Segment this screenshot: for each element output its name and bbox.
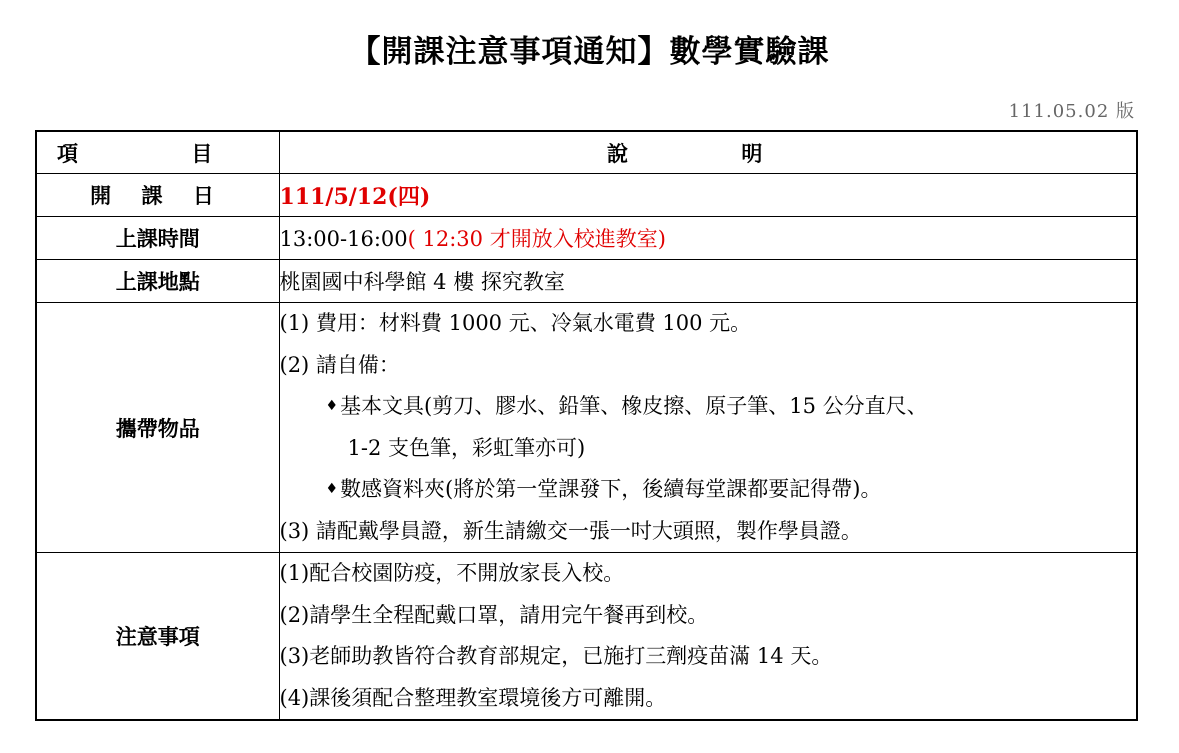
page-title: 【開課注意事項通知】數學實驗課 [349, 34, 830, 70]
list-item: (2) 請自備： [279, 352, 400, 377]
list-item: ♦基本文具(剪刀、膠水、鉛筆、橡皮擦、原子筆、15 公分直尺、 [325, 394, 928, 418]
row-value-time [279, 217, 1137, 260]
diamond-bullet-icon: ♦ [325, 481, 339, 497]
notice-table [35, 130, 1138, 721]
row-label-items: 攜帶物品 [36, 303, 279, 553]
header-item: 項 目 [36, 131, 279, 174]
row-label-time: 上課時間 [36, 217, 279, 260]
header-description: 說 明 [279, 131, 1137, 174]
table-row [36, 260, 1137, 303]
row-value-items [279, 303, 1137, 553]
list-item: (1)配合校園防疫，不開放家長入校。 [279, 561, 625, 585]
table-row [36, 174, 1137, 217]
list-item: ♦數感資料夾(將於第一堂課發下，後續每堂課都要記得帶)。 [325, 477, 882, 501]
table-header-row [36, 131, 1137, 174]
table-row [36, 553, 1137, 721]
row-label-notes: 注意事項 [36, 553, 279, 721]
list-item: (4)課後須配合整理教室環境後方可離開。 [279, 685, 667, 710]
diamond-bullet-icon: ♦ [325, 398, 339, 414]
list-item: (2)請學生全程配戴口罩，請用完午餐再到校。 [279, 602, 709, 627]
time-range: 13:00-16:00 [279, 227, 408, 251]
row-label-date: 開 課 日 [36, 174, 279, 217]
version-label: 111.05.02 版 [1008, 101, 1135, 122]
list-item: 1-2 支色筆，彩虹筆亦可) [347, 435, 586, 460]
row-label-place: 上課地點 [36, 260, 279, 303]
table-row [36, 303, 1137, 553]
table-row [36, 217, 1137, 260]
row-value-date: 111/5/12(四) [279, 174, 1137, 217]
list-item: (3)老師助教皆符合教育部規定，已施打三劑疫苗滿 14 天。 [279, 644, 833, 668]
list-item: (1) 費用：材料費 1000 元、冷氣水電費 100 元。 [279, 311, 752, 335]
time-note: ( 12:30 才開放入校進教室) [407, 227, 666, 251]
list-item: (3) 請配戴學員證，新生請繳交一張一吋大頭照，製作學員證。 [279, 518, 862, 543]
row-value-place: 桃園國中科學館 4 樓 探究教室 [279, 260, 1137, 303]
row-value-notes [279, 553, 1137, 721]
